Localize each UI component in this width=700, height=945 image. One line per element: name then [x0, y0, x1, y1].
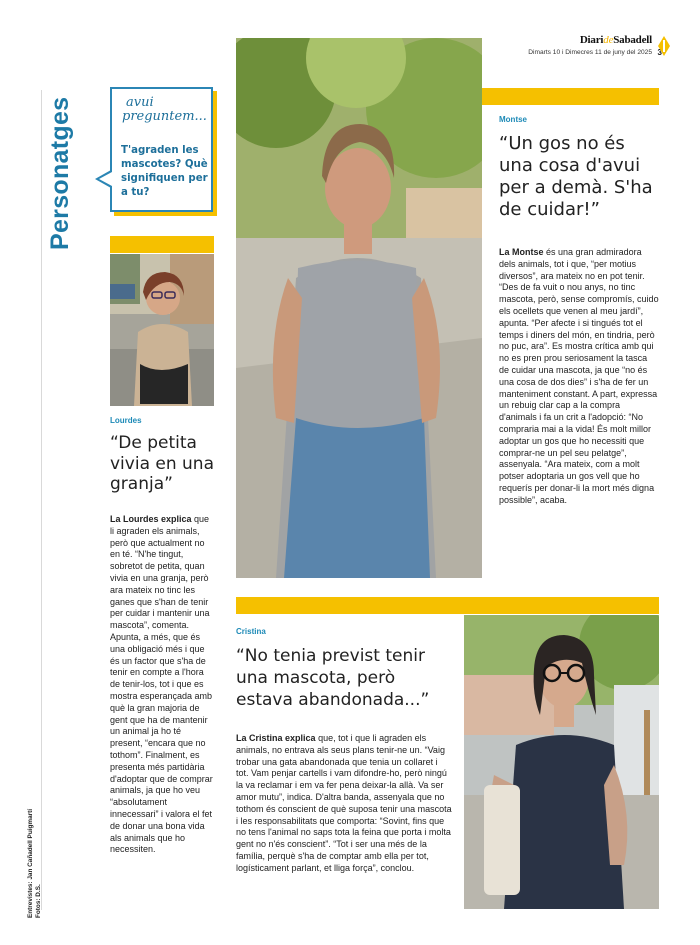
- credits: [27, 809, 43, 918]
- cristina-article: [236, 733, 452, 875]
- issue-date: Dimarts 10 i Dimecres 11 de juny del 2025: [528, 49, 652, 56]
- cristina-quote: “No tenia previst tenir una mascota, però estava abandonada...”: [236, 646, 430, 710]
- montse-article: [499, 247, 659, 507]
- lourdes-portrait-image: [110, 254, 214, 406]
- speech-bubble-tail-inner: [99, 172, 112, 186]
- cristina-bar: [236, 597, 659, 614]
- credits-photos: Fotos: D.S.: [35, 884, 42, 918]
- section-title: Personatges: [46, 96, 74, 250]
- question-box: [110, 87, 213, 212]
- city-shield-icon: [658, 36, 670, 56]
- newspaper-brand[interactable]: DiarideSabadell: [579, 34, 652, 46]
- montse-photo: [236, 38, 482, 578]
- page-number: 3: [657, 48, 662, 57]
- montse-quote: “Un gos no és una cosa d'avui per a demà. S'ha de cuidar!”: [499, 133, 653, 220]
- section-divider: [41, 90, 42, 910]
- montse-portrait-image: [236, 38, 482, 578]
- montse-lead: La Montse: [499, 247, 544, 257]
- kicker-line-2: preguntem...: [122, 109, 207, 124]
- kicker-line-1: avui: [126, 95, 154, 110]
- montse-name: Montse: [499, 115, 527, 124]
- cristina-photo: [464, 615, 659, 909]
- lourdes-bar: [110, 236, 214, 253]
- cristina-body: que, tot i que li agraden els animals, no entrava als seus plans tenir-ne un. “Vaig trobar una gata abandonada que tenia un collaret i tot. Vam penjar cartells i vam difondre-ho, però ningú la va reclamar i em va fer pena deixar-la allà. Va ser amor mutu”, indica. D'altra banda, assenyala que no tothom és conscient de què suposa tenir una mascota i les responsabilitats que comporta: “Sovint, fins que no tens l'animal no saps tota la feina que porta i molta gent no n'és conscient”. “Tot i ser una més de la família, perquè s'ha de comptar amb ella per tot, logísticament parlant, et lliga força”, conclou.: [236, 733, 452, 873]
- lourdes-article: [110, 514, 214, 856]
- lourdes-lead: La Lourdes explica: [110, 514, 192, 524]
- cristina-name: Cristina: [236, 627, 266, 636]
- montse-body: és una gran admiradora dels animals, tot i que, “per motius diversos”, ara mateix no en pot tenir. “Des de fa vuit o nou anys, no tinc mascota, però, sense compromís, cuido els ocellets que venen al meu jardí”, apunta. “Per afecte i si tingués tot el temps i diners del món, en tindria, però no puc, ara”. Es mostra crítica amb qui no es pren prou seriosament la tasca de cuidar una mascota, ja que “no és una cosa de dos dies” i s'ha de fer un manteniment constant. A part, expressa un rebuig clar cap a la compra d'animals i fa un crit a l'adopció: “No compraria mai a la vida! És molt millor adoptar un gos que ho necessiti que comprar-ne un pel seu pelatge”, assenyala. “Ara mateix, com a molt potser adoptaria un gos vell que ho requerís per donar-li la mort més digna possible”, acaba.: [499, 247, 659, 505]
- question-kicker: [122, 96, 207, 124]
- montse-bar: [482, 88, 659, 105]
- lourdes-photo: [110, 254, 214, 406]
- lourdes-name: Lourdes: [110, 416, 142, 425]
- masthead: [528, 34, 652, 56]
- lourdes-body: que li agraden els animals, però que actualment no en té. “N'he tingut, sobretot de petita, quan vivia en una granja, però ara mateix no tinc les ganes que s'han de tenir per cuidar i mantenir una mascota”, comenta. Apunta, a més, que és una obligació més i que és un factor que s'ha de tenir en compte a l'hora de tenir-los, tot i que es mostra esperançada amb què la gran majoria de gent que ha de mantenir un animal ja ho té present, “encara que no tothom”. Finalment, es presenta més partidària d'adoptar que de comprar animals, ja que ho veu “absolutament innecessari” i valora el fet de donar una bona vida als animals que ho necessiten.: [110, 514, 213, 855]
- cristina-portrait-image: [464, 615, 659, 909]
- credits-interviews: Entrevistes: Jan Cañadell Puigmartí: [27, 808, 34, 918]
- lourdes-quote: “De petita vivia en una granja”: [110, 433, 214, 494]
- question-text: T'agraden les mascotes? Què signifiquen per a tu?: [121, 145, 208, 198]
- cristina-lead: La Cristina explica: [236, 733, 316, 743]
